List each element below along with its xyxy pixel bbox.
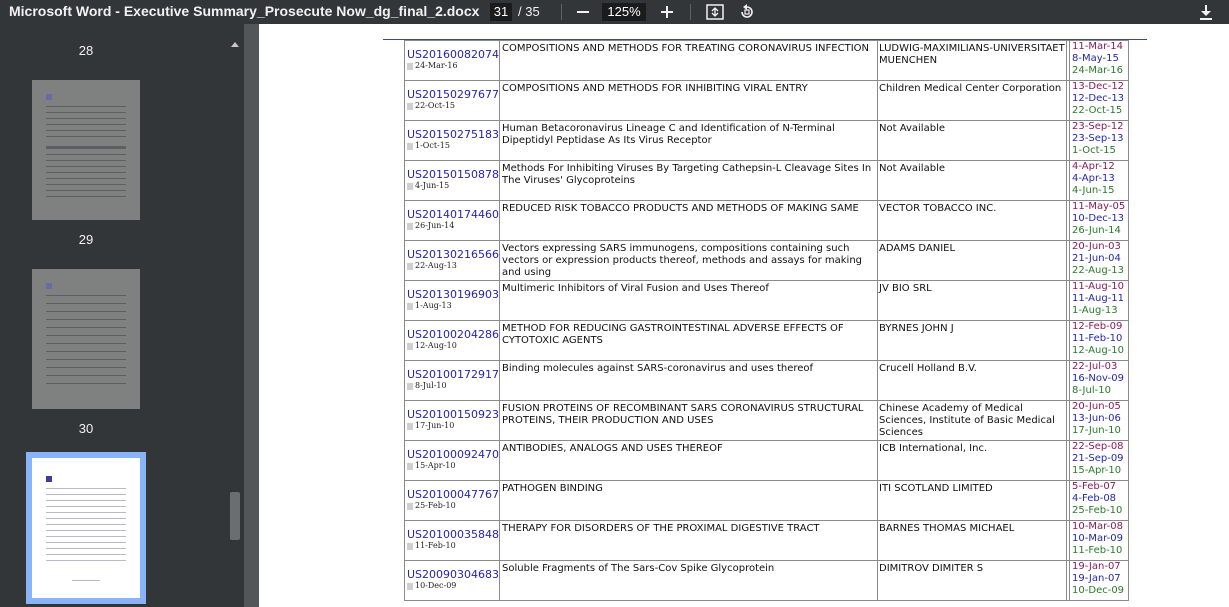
publication-date: 1-Aug-13 (407, 301, 499, 311)
priority-date: 13-Dec-12 (1072, 81, 1125, 92)
filing-date: 10-Mar-09 (1072, 533, 1123, 544)
table-row (405, 241, 1129, 281)
publication-date-col: 12-Aug-10 (1072, 345, 1125, 356)
filing-date: 16-Nov-09 (1072, 373, 1124, 384)
table-row (405, 361, 1129, 401)
filing-date: 23-Sep-13 (1072, 133, 1124, 144)
assignee-cell (878, 161, 1067, 201)
table-row (405, 481, 1129, 521)
dates-cell (1070, 561, 1129, 601)
page-thumbnail-31[interactable] (32, 458, 140, 598)
assignee-cell (878, 521, 1067, 561)
patent-number-cell (405, 281, 500, 321)
patent-title-cell (500, 521, 878, 561)
patent-title: PATHOGEN BINDING (502, 483, 603, 494)
patent-number-cell (405, 361, 500, 401)
priority-date: 11-Mar-14 (1072, 41, 1123, 52)
filing-date: 19-Jan-07 (1072, 573, 1121, 584)
publication-date-col: 1-Aug-13 (1072, 305, 1118, 316)
filing-date: 4-Feb-08 (1072, 493, 1117, 504)
dates-cell (1070, 201, 1129, 241)
fit-page-button[interactable] (704, 1, 726, 23)
dates-cell (1070, 441, 1129, 481)
table-row (405, 401, 1129, 441)
patent-number-link[interactable]: US20130196903 (407, 288, 500, 301)
table-row (405, 161, 1129, 201)
filing-date: 13-Jun-06 (1072, 413, 1121, 424)
patent-title: METHOD FOR REDUCING GASTROINTESTINAL ADVERSE EFFECTS OF CYTOTOXIC AGENTS (502, 323, 844, 346)
page-thumbnail-30[interactable] (32, 269, 140, 409)
priority-date: 20-Jun-05 (1072, 401, 1121, 412)
filing-date: 8-May-15 (1072, 53, 1119, 64)
patent-title: FUSION PROTEINS OF RECOMBINANT SARS CORONAVIRUS STRUCTURAL PROTEINS, THEIR PRODUCTION AND USES (502, 403, 864, 426)
patent-title-cell (500, 321, 878, 361)
table-row (405, 201, 1129, 241)
publication-date: 15-Apr-10 (407, 461, 499, 471)
assignee-cell (878, 321, 1067, 361)
fit-page-icon (706, 4, 724, 20)
publication-date-col: 8-Jul-10 (1072, 385, 1111, 396)
patent-title-cell (500, 121, 878, 161)
table-row (405, 521, 1129, 561)
table-row (405, 41, 1129, 81)
patent-number-cell (405, 441, 500, 481)
patent-title: Methods For Inhibiting Viruses By Targeting Cathepsin-L Cleavage Sites In The Viruses' Glycoproteins (502, 163, 872, 186)
patent-title-cell (500, 241, 878, 281)
assignee: ADAMS DANIEL (879, 243, 956, 254)
rotate-button[interactable] (736, 1, 758, 23)
table-row (405, 81, 1129, 121)
dates-cell (1070, 241, 1129, 281)
patent-number-link[interactable]: US20160082074 (407, 48, 500, 61)
assignee-cell (878, 41, 1067, 81)
scrollbar-thumb[interactable] (230, 492, 240, 540)
download-button[interactable] (1195, 1, 1217, 23)
publication-date: 22-Oct-15 (407, 101, 499, 111)
priority-date: 19-Jan-07 (1072, 561, 1121, 572)
priority-date: 4-Apr-12 (1072, 161, 1115, 172)
patent-number-link[interactable]: US20090304683 (407, 568, 500, 581)
publication-date: 25-Feb-10 (407, 501, 499, 511)
zoom-in-button[interactable] (656, 1, 678, 23)
publication-date: 22-Aug-13 (407, 261, 499, 271)
dates-cell (1070, 361, 1129, 401)
assignee: JV BIO SRL (879, 283, 932, 294)
assignee-cell (878, 481, 1067, 521)
patent-title: Human Betacoronavirus Lineage C and Identification of N-Terminal Dipeptidyl Peptidase As Its Virus Receptor (502, 123, 835, 146)
dates-cell (1070, 41, 1129, 81)
patent-title: COMPOSITIONS AND METHODS FOR INHIBITING VIRAL ENTRY (502, 83, 808, 94)
patent-number-cell (405, 401, 500, 441)
filing-date: 11-Feb-10 (1072, 333, 1123, 344)
patent-number-cell (405, 161, 500, 201)
priority-date: 20-Jun-03 (1072, 241, 1121, 252)
table-row (405, 121, 1129, 161)
assignee-cell (878, 361, 1067, 401)
patent-number-cell (405, 241, 500, 281)
publication-date: 11-Feb-10 (407, 541, 499, 551)
patent-number-link[interactable]: US20150150878 (407, 168, 500, 181)
assignee: LUDWIG-MAXIMILIANS-UNIVERSITAET MUENCHEN (879, 43, 1065, 66)
patent-title: THERAPY FOR DISORDERS OF THE PROXIMAL DIGESTIVE TRACT (502, 523, 820, 534)
patent-title-cell (500, 41, 878, 81)
page-total: / 35 (518, 4, 540, 19)
publication-date-col: 22-Aug-13 (1072, 265, 1125, 276)
patent-title: ANTIBODIES, ANALOGS AND USES THEREOF (502, 443, 723, 454)
patent-title: Soluble Fragments of The Sars-Cov Spike Glycoprotein (502, 563, 775, 574)
patent-number-cell (405, 521, 500, 561)
patent-number-cell (405, 81, 500, 121)
patent-number-cell (405, 561, 500, 601)
publication-date-col: 22-Oct-15 (1072, 105, 1123, 116)
publication-date-col: 15-Apr-10 (1072, 465, 1122, 476)
patent-title-cell (500, 441, 878, 481)
patent-number-cell (405, 41, 500, 81)
priority-date: 12-Feb-09 (1072, 321, 1123, 332)
filing-date: 4-Apr-13 (1072, 173, 1115, 184)
document-page (259, 24, 1229, 607)
patent-table (404, 40, 1129, 601)
patent-title-cell (500, 361, 878, 401)
thumbnail-label: 30 (78, 421, 94, 436)
patent-title-cell (500, 561, 878, 601)
publication-date-col: 11-Feb-10 (1072, 545, 1123, 556)
dates-cell (1070, 81, 1129, 121)
patent-title: Binding molecules against SARS-coronavirus and uses thereof (502, 363, 814, 374)
assignee: DIMITROV DIMITER S (879, 563, 984, 574)
patent-title-cell (500, 201, 878, 241)
publication-date-col: 1-Oct-15 (1072, 145, 1116, 156)
priority-date: 10-Mar-08 (1072, 521, 1123, 532)
publication-date: 8-Jul-10 (407, 381, 499, 391)
patent-title-cell (500, 161, 878, 201)
dates-cell (1070, 121, 1129, 161)
document-title: Microsoft Word - Executive Summary_Prosecute Now_dg_final_2.docx (9, 3, 480, 19)
patent-number-link[interactable]: US20100172917 (407, 368, 500, 381)
publication-date: 24-Mar-16 (407, 61, 499, 71)
patent-number-link[interactable]: US20130216566 (407, 248, 500, 261)
assignee-cell (878, 241, 1067, 281)
publication-date-col: 24-Mar-16 (1072, 65, 1123, 76)
dates-cell (1070, 321, 1129, 361)
publication-date: 26-Jun-14 (407, 221, 499, 231)
assignee-cell (878, 281, 1067, 321)
document-viewer (244, 24, 1229, 607)
zoom-out-button[interactable] (572, 1, 594, 23)
publication-date-col: 4-Jun-15 (1072, 185, 1115, 196)
assignee: ICB International, Inc. (879, 443, 988, 454)
publication-date: 12-Aug-10 (407, 341, 499, 351)
scroll-up-arrow-icon[interactable] (231, 42, 239, 47)
dates-cell (1070, 521, 1129, 561)
filing-date: 11-Aug-11 (1072, 293, 1125, 304)
assignee-cell (878, 401, 1067, 441)
assignee: BARNES THOMAS MICHAEL (879, 523, 1015, 534)
filing-date: 21-Jun-04 (1072, 253, 1121, 264)
assignee: ITI SCOTLAND LIMITED (879, 483, 993, 494)
patent-number-link[interactable]: US20150275183 (407, 128, 500, 141)
table-row (405, 561, 1129, 601)
page-thumbnail-29[interactable] (32, 80, 140, 220)
patent-title-cell (500, 401, 878, 441)
publication-date: 10-Dec-09 (407, 581, 499, 591)
assignee: BYRNES JOHN J (879, 323, 954, 334)
patent-number-cell (405, 481, 500, 521)
patent-title-cell (500, 81, 878, 121)
assignee-cell (878, 81, 1067, 121)
patent-number-link[interactable]: US20100035848 (407, 528, 500, 541)
patent-number-cell (405, 121, 500, 161)
download-icon (1199, 4, 1213, 20)
dates-cell (1070, 161, 1129, 201)
patent-number-cell (405, 321, 500, 361)
page-number-input[interactable]: 31 (490, 3, 512, 21)
patent-title-cell (500, 481, 878, 521)
publication-date: 1-Oct-15 (407, 141, 499, 151)
assignee-cell (878, 561, 1067, 601)
patent-title: Vectors expressing SARS immunogens, compositions containing such vectors or expression products thereof, methods and assays for making and using (502, 243, 863, 278)
dates-cell (1070, 401, 1129, 441)
table-row (405, 321, 1129, 361)
publication-date-col: 17-Jun-10 (1072, 425, 1121, 436)
priority-date: 22-Sep-08 (1072, 441, 1124, 452)
sidebar-scrollbar[interactable] (226, 38, 244, 607)
patent-number-link[interactable]: US20100047767 (407, 488, 500, 501)
patent-number-link[interactable]: US20100204286 (407, 328, 500, 341)
priority-date: 5-Feb-07 (1072, 481, 1117, 492)
assignee-cell (878, 201, 1067, 241)
publication-date: 17-Jun-10 (407, 421, 499, 431)
patent-number-link[interactable]: US20140174460 (407, 208, 500, 221)
patent-number-link[interactable]: US20150297677 (407, 88, 500, 101)
patent-number-link[interactable]: US20100150923 (407, 408, 500, 421)
patent-title-cell (500, 281, 878, 321)
table-row (405, 281, 1129, 321)
publication-date-col: 26-Jun-14 (1072, 225, 1121, 236)
assignee: Children Medical Center Corporation (879, 83, 1062, 94)
filing-date: 21-Sep-09 (1072, 453, 1124, 464)
thumbnail-sidebar (0, 24, 244, 607)
minus-icon (576, 5, 590, 19)
thumbnail-label: 29 (78, 232, 94, 247)
patent-number-cell (405, 201, 500, 241)
assignee: VECTOR TOBACCO INC. (879, 203, 997, 214)
filing-date: 12-Dec-13 (1072, 93, 1125, 104)
priority-date: 11-May-05 (1072, 201, 1126, 212)
publication-date-col: 25-Feb-10 (1072, 505, 1123, 516)
assignee-cell (878, 441, 1067, 481)
patent-title: REDUCED RISK TOBACCO PRODUCTS AND METHODS OF MAKING SAME (502, 203, 859, 214)
filing-date: 10-Dec-13 (1072, 213, 1125, 224)
assignee: Not Available (879, 123, 945, 134)
priority-date: 22-Jul-03 (1072, 361, 1118, 372)
assignee-cell (878, 121, 1067, 161)
toolbar-divider (690, 4, 691, 20)
assignee: Crucell Holland B.V. (879, 363, 977, 374)
patent-title: Multimeric Inhibitors of Viral Fusion and Uses Thereof (502, 283, 769, 294)
patent-number-link[interactable]: US20100092470 (407, 448, 500, 461)
pdf-toolbar (0, 0, 1229, 24)
dates-cell (1070, 281, 1129, 321)
assignee: Chinese Academy of Medical Sciences, Institute of Basic Medical Sciences (879, 403, 1055, 438)
rotate-icon (738, 3, 756, 21)
zoom-input[interactable]: 125% (602, 3, 646, 21)
patent-title: COMPOSITIONS AND METHODS FOR TREATING CORONAVIRUS INFECTION (502, 43, 870, 54)
plus-icon (660, 5, 674, 19)
toolbar-divider (561, 4, 562, 20)
table-row (405, 441, 1129, 481)
priority-date: 11-Aug-10 (1072, 281, 1125, 292)
priority-date: 23-Sep-12 (1072, 121, 1124, 132)
assignee: Not Available (879, 163, 945, 174)
publication-date-col: 10-Dec-09 (1072, 585, 1125, 596)
publication-date: 4-Jun-15 (407, 181, 499, 191)
thumbnail-label: 28 (78, 43, 94, 58)
dates-cell (1070, 481, 1129, 521)
